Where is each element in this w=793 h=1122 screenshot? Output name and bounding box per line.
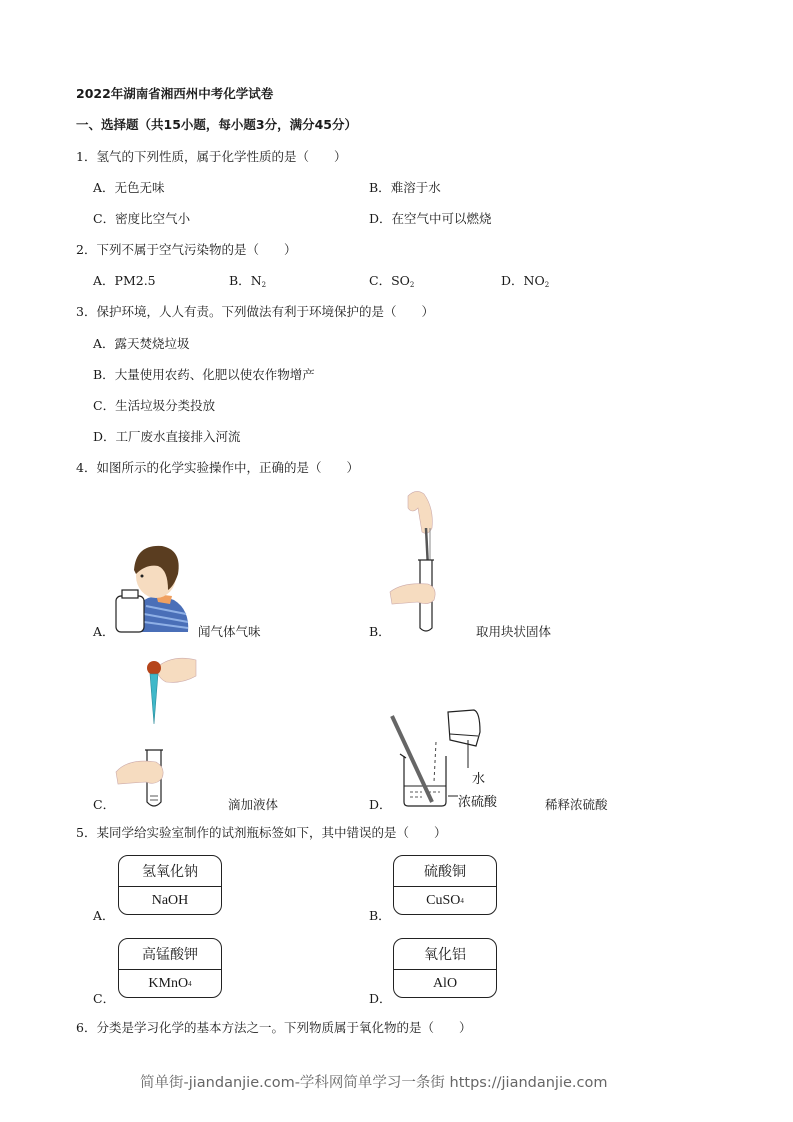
reagent-label-kmno4 [118, 938, 222, 998]
option-text: 露天焚烧垃圾 [114, 336, 190, 351]
option-letter: B． [369, 180, 391, 195]
q4-option-a-letter[interactable]: A． [93, 624, 115, 639]
option-letter: D． [501, 273, 524, 288]
q1-option-b[interactable] [369, 178, 441, 196]
q1-option-a[interactable] [93, 178, 165, 196]
option-letter: C． [369, 273, 392, 288]
option-text: N [250, 273, 262, 288]
q4-option-c-caption: 滴加液体 [228, 797, 279, 812]
option-letter: C． [93, 398, 116, 413]
reagent-formula: CuSO 4 [426, 893, 464, 908]
q2-option-d[interactable] [501, 271, 549, 289]
option-letter: A． [93, 336, 115, 351]
subscript: 2 [544, 281, 550, 289]
q2-option-c[interactable] [369, 271, 414, 289]
boy-smelling-bottle-figure [112, 540, 192, 634]
option-letter: D． [369, 211, 392, 226]
q3-option-c[interactable] [93, 396, 215, 414]
water-label: 水 [472, 772, 486, 787]
footer-watermark: 简单街-jiandanjie.com-学科网简单学习一条街 https://jiandanjie.com [140, 1075, 608, 1091]
q1-option-c[interactable] [93, 209, 190, 227]
reagent-label-naoh [118, 855, 222, 915]
q5-option-d-letter[interactable]: D． [369, 991, 392, 1006]
section-heading: 一、选择题（共15小题，每小题3分，满分45分） [76, 117, 357, 132]
q4-option-d-caption: 稀释浓硫酸 [545, 797, 608, 812]
option-text: NO [523, 273, 545, 288]
reagent-formula: NaOH [151, 893, 189, 908]
q3-option-b[interactable] [93, 365, 315, 383]
q4-option-d-letter[interactable]: D． [369, 797, 392, 812]
option-text: PM2.5 [114, 273, 156, 288]
question-2-stem: 2．下列不属于空气污染物的是（ ） [76, 242, 297, 257]
reagent-name: 氢氧化钠 [119, 856, 221, 887]
option-letter: A． [93, 273, 115, 288]
q5-option-b-letter[interactable]: B． [369, 908, 391, 923]
reagent-name: 硫酸铜 [394, 856, 496, 887]
reagent-label-alo [393, 938, 497, 998]
option-text: 大量使用农药、化肥以使农作物增产 [114, 367, 315, 382]
option-text: 在空气中可以燃烧 [391, 211, 492, 226]
question-5-stem: 5．某同学给实验室制作的试剂瓶标签如下，其中错误的是（ ） [76, 825, 447, 840]
q2-option-b[interactable] [229, 271, 266, 289]
dropper-test-tube-figure [112, 654, 202, 810]
q3-option-a[interactable] [93, 334, 190, 352]
option-letter: B． [229, 273, 251, 288]
option-text: 密度比空气小 [115, 211, 191, 226]
q1-option-d[interactable] [369, 209, 492, 227]
question-3-stem: 3．保护环境，人人有责。下列做法有利于环境保护的是（ ） [76, 304, 434, 319]
tweezers-test-tube-figure [388, 488, 448, 636]
option-letter: D． [93, 429, 116, 444]
option-text: 工厂废水直接排入河流 [115, 429, 241, 444]
q2-option-a[interactable] [93, 271, 156, 289]
option-letter: B． [93, 367, 115, 382]
option-letter: A． [93, 180, 115, 195]
q4-option-c-letter[interactable]: C． [93, 797, 116, 812]
reagent-name: 高锰酸钾 [119, 939, 221, 970]
q3-option-d[interactable] [93, 427, 241, 445]
option-letter: C． [93, 211, 116, 226]
concentrated-acid-label: 浓硫酸 [458, 795, 498, 810]
subscript: 2 [261, 281, 267, 289]
question-1-stem: 1．氢气的下列性质，属于化学性质的是（ ） [76, 149, 347, 164]
option-text: 难溶于水 [390, 180, 441, 195]
question-4-stem: 4．如图所示的化学实验操作中，正确的是（ ） [76, 460, 359, 475]
q4-option-b-letter[interactable]: B． [369, 624, 391, 639]
q4-option-b-caption: 取用块状固体 [476, 624, 552, 639]
option-text: 无色无味 [114, 180, 165, 195]
reagent-formula: AlO [432, 976, 458, 991]
reagent-label-cuso4 [393, 855, 497, 915]
reagent-name: 氧化铝 [394, 939, 496, 970]
q4-option-a-caption: 闻气体气味 [198, 624, 261, 639]
subscript: 2 [409, 281, 415, 289]
question-6-stem: 6．分类是学习化学的基本方法之一。下列物质属于氧化物的是（ ） [76, 1020, 472, 1035]
q5-option-a-letter[interactable]: A． [93, 908, 115, 923]
option-text: 生活垃圾分类投放 [115, 398, 216, 413]
option-text: SO [391, 273, 410, 288]
q5-option-c-letter[interactable]: C． [93, 991, 116, 1006]
reagent-formula: KMnO 4 [148, 976, 192, 991]
exam-title: 2022年湖南省湘西州中考化学试卷 [76, 86, 274, 101]
